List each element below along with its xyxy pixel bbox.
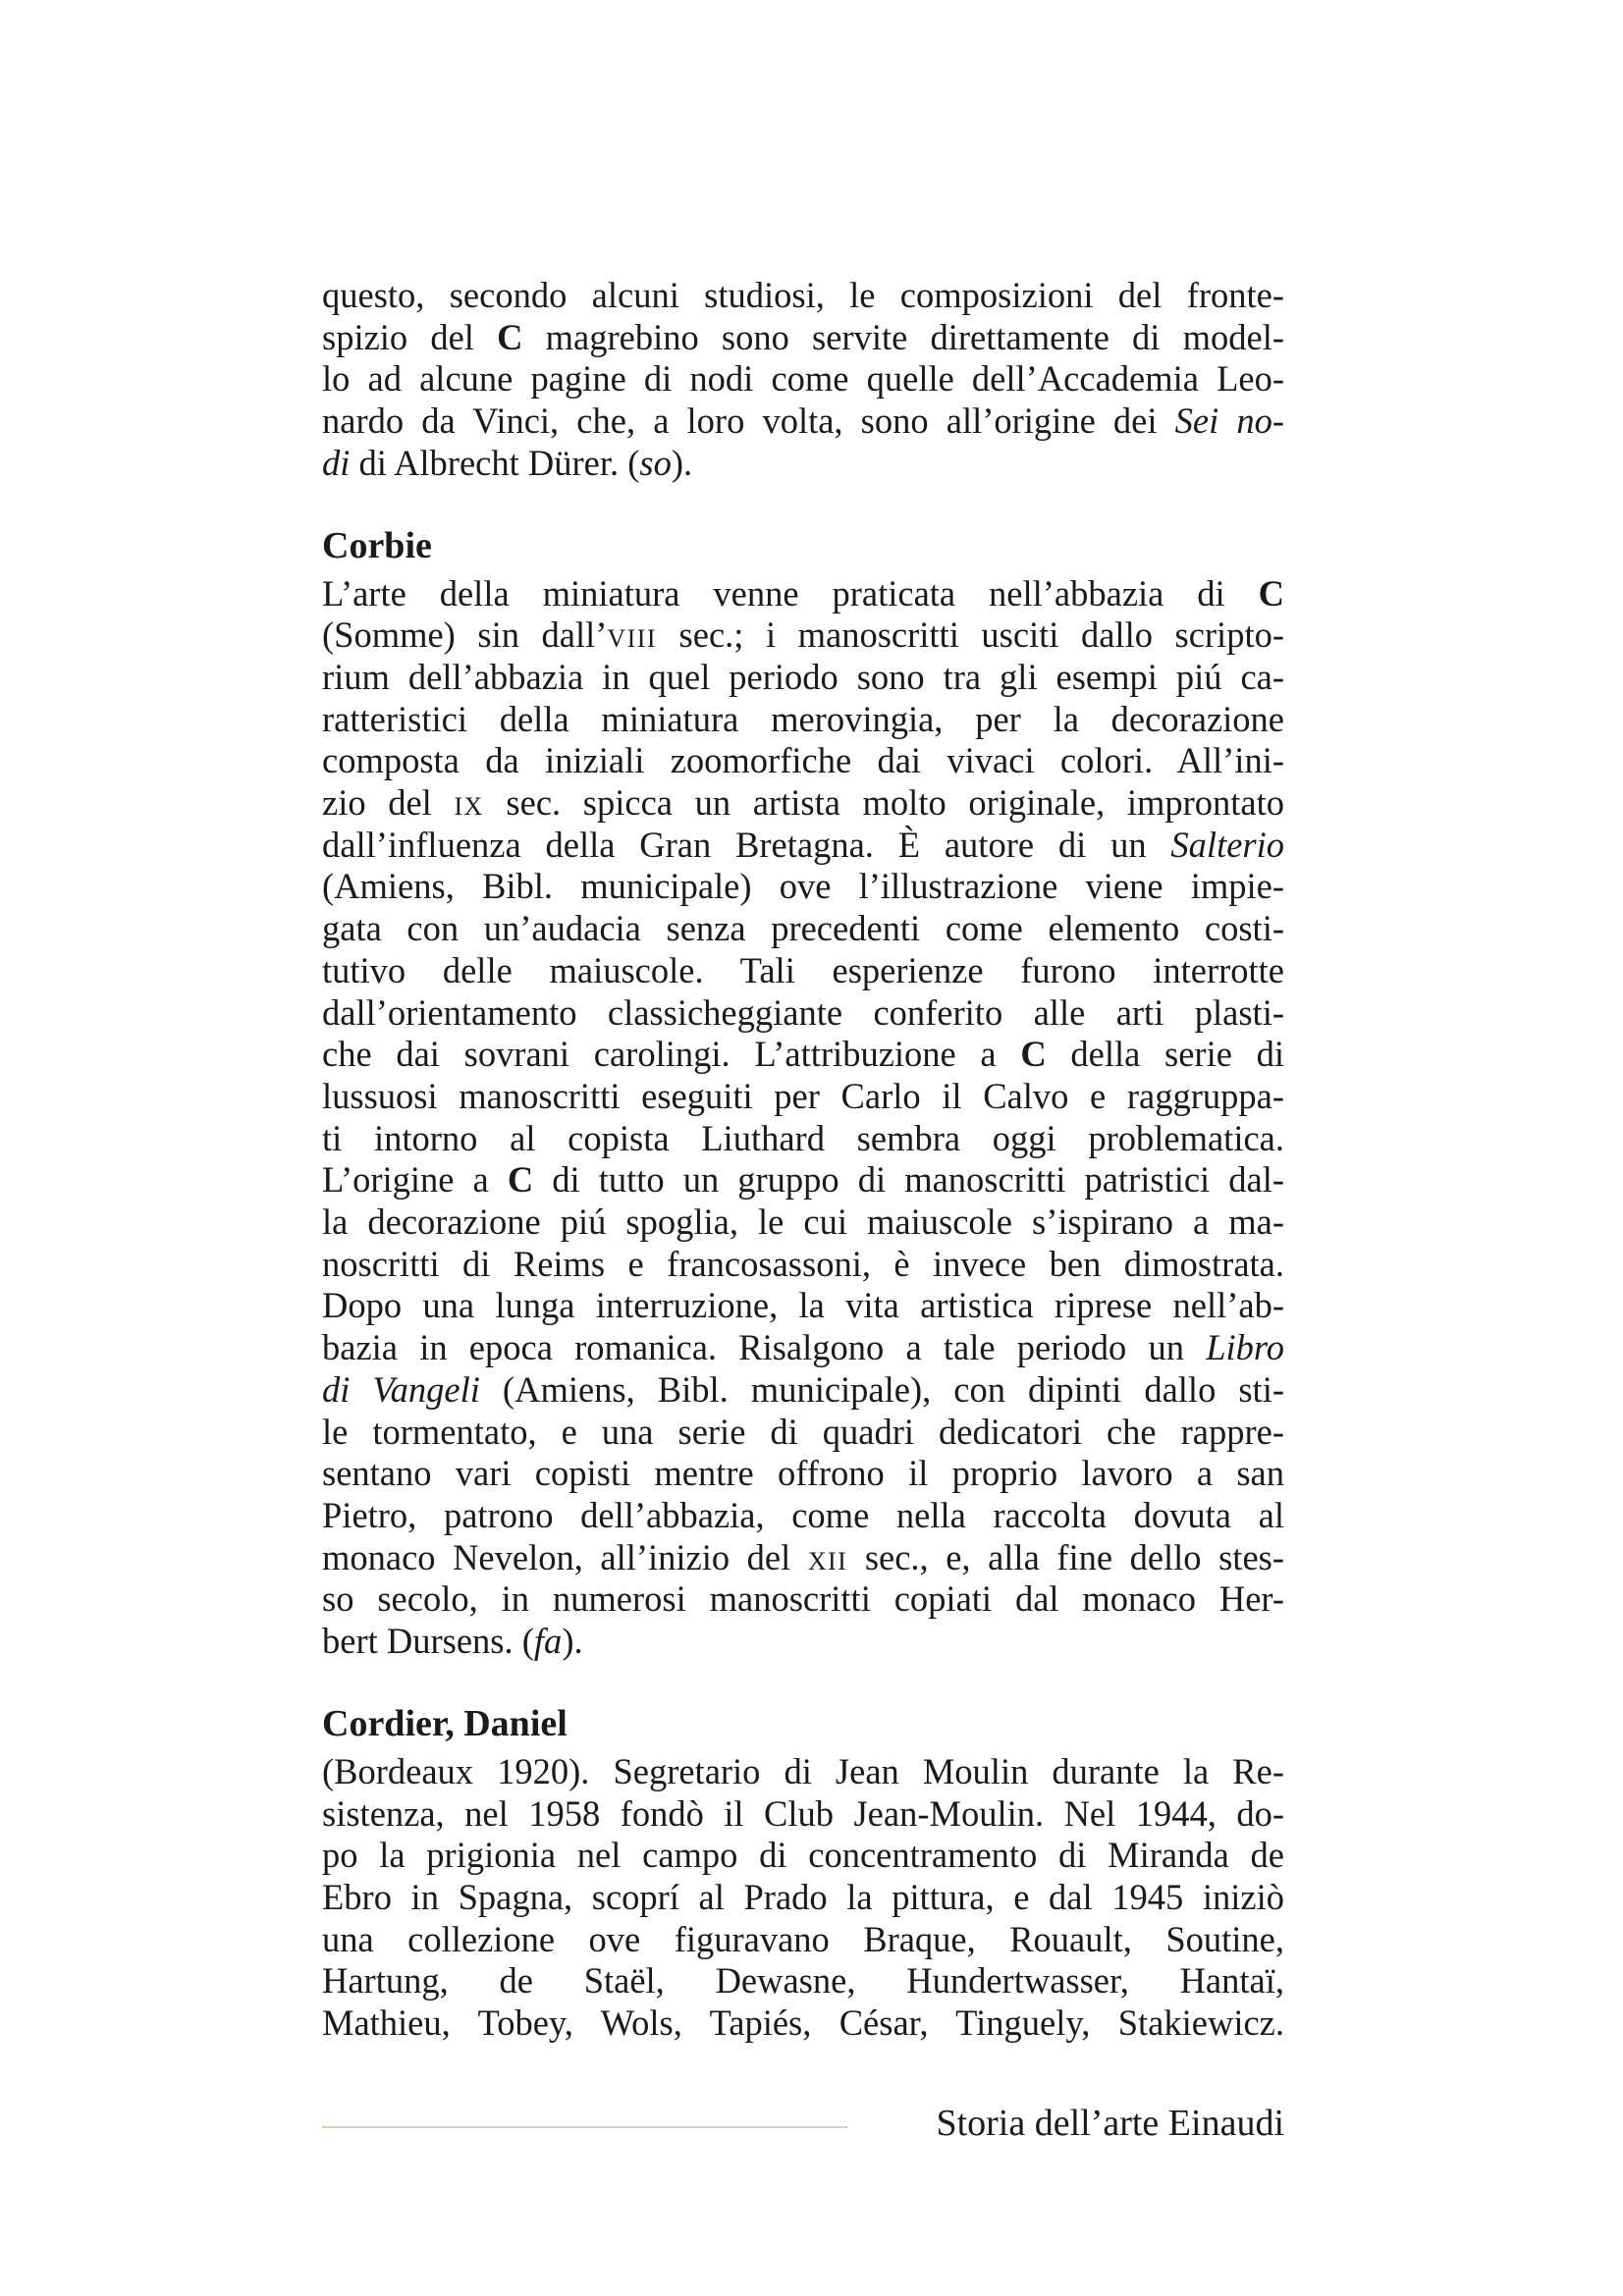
entry-title-corbie: Corbie: [322, 524, 432, 566]
text-line: tutivo delle maiuscole. Tali esperienze furono interrotte: [322, 949, 1284, 990]
page-footer: [322, 2099, 1284, 2158]
text-line: lo ad alcune pagine di nodi come quelle dell’Accademia Leo-: [322, 358, 1284, 400]
text-line: le tormentato, e una serie di quadri dedicatori che rappre-: [322, 1411, 1284, 1452]
text-line: ti intorno al copista Liuthard sembra oggi problematica.: [322, 1117, 1284, 1158]
text-line: Mathieu, Tobey, Wols, Tapiés, César, Tinguely, Stakiewicz.: [322, 2002, 1284, 2044]
footer-title: Storia dell’arte Einaudi: [936, 2103, 1284, 2144]
entry-title-cordier: Cordier, Daniel: [322, 1702, 568, 1744]
text-line: bert Dursens. (fa).: [322, 1621, 583, 1662]
text-line: nardo da Vinci, che, a loro volta, sono all’origine dei Sei no-: [322, 400, 1284, 442]
text-line: la decorazione piú spoglia, le cui maiuscole s’ispirano a ma-: [322, 1201, 1284, 1243]
text-line: so secolo, in numerosi manoscritti copiati dal monaco Her-: [322, 1578, 1284, 1620]
text-line: di di Albrecht Dürer. (so).: [322, 442, 693, 483]
text-line: sistenza, nel 1958 fondò il Club Jean-Moulin. Nel 1944, do-: [322, 1792, 1284, 1834]
text-line: (Somme) sin dall’viii sec.; i manoscritti usciti dallo scripto-: [322, 614, 1284, 656]
text-line: sentano vari copisti mentre offrono il proprio lavoro a san: [322, 1453, 1284, 1494]
text-line: ratteristici della miniatura merovingia, per la decorazione: [322, 698, 1284, 739]
text-line: gata con un’audacia senza precedenti come elemento costi-: [322, 908, 1284, 949]
text-line: composta da iniziali zoomorfiche dai vivaci colori. All’ini-: [322, 740, 1284, 781]
text-line: monaco Nevelon, all’inizio del xii sec., e, alla fine dello stes-: [322, 1536, 1284, 1577]
text-line: questo, secondo alcuni studiosi, le composizioni del fronte-: [322, 275, 1284, 315]
footer-rule: [322, 2126, 847, 2128]
text-line: po la prigionia nel campo di concentramento di Miranda de: [322, 1835, 1284, 1876]
text-line: spizio del C magrebino sono servite direttamente di model-: [322, 316, 1285, 357]
text-line: dall’influenza della Gran Bretagna. È autore di un Salterio: [322, 824, 1284, 865]
text-line: lussuosi manoscritti eseguiti per Carlo il Calvo e raggruppa-: [322, 1075, 1284, 1116]
text-line: (Amiens, Bibl. municipale) ove l’illustrazione viene impie-: [322, 866, 1284, 907]
text-line: noscritti di Reims e francosassoni, è invece ben dimostrata.: [322, 1243, 1284, 1284]
text-line: bazia in epoca romanica. Risalgono a tale periodo un Libro: [322, 1327, 1284, 1368]
text-line: rium dell’abbazia in quel periodo sono tra gli esempi piú ca-: [322, 656, 1284, 697]
text-line: Ebro in Spagna, scoprí al Prado la pittura, e dal 1945 iniziò: [322, 1876, 1284, 1917]
text-line: L’origine a C di tutto un gruppo di manoscritti patristici dal-: [322, 1159, 1284, 1201]
text-line: una collezione ove figuravano Braque, Rouault, Soutine,: [322, 1918, 1284, 1959]
text-line: Dopo una lunga interruzione, la vita artistica riprese nell’ab-: [322, 1285, 1284, 1326]
text-line: Pietro, patrono dell’abbazia, come nella raccolta dovuta al: [322, 1494, 1284, 1535]
intro-paragraph: [322, 275, 1284, 485]
text-line: Hartung, de Staël, Dewasne, Hundertwasser, Hantaï,: [322, 1960, 1284, 2002]
cordier-paragraph: [322, 1751, 1284, 2045]
text-line: zio del ix sec. spicca un artista molto originale, improntato: [322, 782, 1284, 824]
corbie-paragraph: [322, 573, 1284, 1663]
text-line: dall’orientamento classicheggiante conferito alle arti plasti-: [322, 991, 1284, 1033]
text-line: che dai sovrani carolingi. L’attribuzione a C della serie di: [322, 1034, 1284, 1075]
text-line: L’arte della miniatura venne praticata nell’abbazia di C: [322, 572, 1284, 614]
page-body: [322, 275, 1284, 2045]
text-line: (Bordeaux 1920). Segretario di Jean Moulin durante la Re-: [322, 1750, 1284, 1791]
text-line: di Vangeli (Amiens, Bibl. municipale), con dipinti dallo sti-: [322, 1368, 1284, 1410]
